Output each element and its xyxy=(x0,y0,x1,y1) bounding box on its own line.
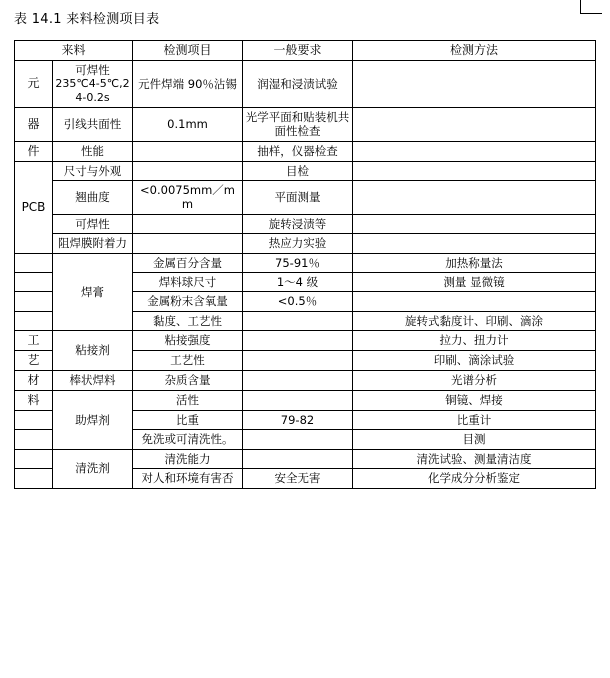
cell-requirement: 0.1mm xyxy=(133,107,243,141)
table-row xyxy=(15,214,596,233)
cell-method: 润湿和浸渍试验 xyxy=(243,61,353,108)
group-label-process-materials-spacer xyxy=(15,292,53,311)
group-label-process-materials-char-2: 艺 xyxy=(15,351,53,371)
table-row xyxy=(15,181,596,215)
cell-method: 测量 显微镜 xyxy=(353,272,596,291)
group-label-process-materials-spacer xyxy=(15,449,53,468)
cell-item: 杂质含量 xyxy=(133,371,243,391)
table-row xyxy=(15,234,596,253)
cell-requirement xyxy=(133,161,243,180)
group-label-process-materials-spacer xyxy=(15,272,53,291)
table-row xyxy=(15,141,596,161)
table-header-row xyxy=(15,41,596,61)
table-row xyxy=(15,371,596,391)
cell-requirement: 元件焊端 90％沾锡 xyxy=(133,61,243,108)
cell-requirement xyxy=(133,234,243,253)
cell-method: 拉力、扭力计 xyxy=(353,331,596,351)
cell-spacer xyxy=(353,141,596,161)
cell-method: 铜镜、焊接 xyxy=(353,391,596,411)
cell-spacer xyxy=(353,107,596,141)
cell-method: 光谱分析 xyxy=(353,371,596,391)
group-label-process-materials-spacer xyxy=(15,430,53,449)
cell-item: 尺寸与外观 xyxy=(53,161,133,180)
table-row xyxy=(15,161,596,180)
cell-item: 免洗或可清洗性。 xyxy=(133,430,243,449)
cell-method: 旋转式黏度计、印刷、滴涂 xyxy=(353,311,596,330)
group-label-pcb: PCB xyxy=(15,161,53,253)
cell-spacer xyxy=(353,234,596,253)
cell-item: 性能 xyxy=(53,141,133,161)
cell-requirement: <0.0075mm／mm xyxy=(133,181,243,215)
column-header-category: 来料 xyxy=(15,41,133,61)
cell-requirement xyxy=(243,331,353,351)
cell-requirement: 75-91％ xyxy=(243,253,353,272)
cell-item: 金属粉末含氧量 xyxy=(133,292,243,311)
cell-item: 黏度、工艺性 xyxy=(133,311,243,330)
cell-spacer xyxy=(353,214,596,233)
cell-requirement: 安全无害 xyxy=(243,469,353,488)
cell-item: 工艺性 xyxy=(133,351,243,371)
subgroup-label-solder-paste: 焊膏 xyxy=(53,253,133,331)
cell-method: 旋转浸渍等 xyxy=(243,214,353,233)
cell-item-line2: 235℃4-5℃,24-0.2s xyxy=(55,77,130,105)
cell-method: 加热称量法 xyxy=(353,253,596,272)
cell-method xyxy=(353,292,596,311)
cell-requirement xyxy=(243,371,353,391)
subgroup-label-cleaner: 清洗剂 xyxy=(53,449,133,488)
table-row xyxy=(15,331,596,351)
cell-requirement: 1～4 级 xyxy=(243,272,353,291)
cell-item-line1: 可焊性 xyxy=(75,63,110,77)
cell-requirement xyxy=(133,214,243,233)
cell-method: 比重计 xyxy=(353,411,596,430)
cell-method: 目测 xyxy=(353,430,596,449)
cell-method: 印刷、滴涂试验 xyxy=(353,351,596,371)
cell-item: 引线共面性 xyxy=(53,107,133,141)
cell-item: 翘曲度 xyxy=(53,181,133,215)
cell-method: 化学成分分析鉴定 xyxy=(353,469,596,488)
cell-item: 焊料球尺寸 xyxy=(133,272,243,291)
cell-item: 可焊性 xyxy=(53,214,133,233)
subgroup-label-solder-bar: 棒状焊料 xyxy=(53,371,133,391)
cell-method: 热应力实验 xyxy=(243,234,353,253)
group-label-components-char-2: 器 xyxy=(15,107,53,141)
group-label-components-char-1: 元 xyxy=(15,61,53,108)
table-row xyxy=(15,107,596,141)
cell-item: 活性 xyxy=(133,391,243,411)
cell-requirement xyxy=(243,311,353,330)
table-row xyxy=(15,391,596,411)
inspection-items-table xyxy=(14,40,596,489)
cell-requirement xyxy=(133,141,243,161)
cell-item: 金属百分含量 xyxy=(133,253,243,272)
column-header-method: 检测方法 xyxy=(353,41,596,61)
cell-item: 清洗能力 xyxy=(133,449,243,468)
group-label-components-char-3: 件 xyxy=(15,141,53,161)
cell-spacer xyxy=(353,61,596,108)
group-label-process-materials-char-3: 材 xyxy=(15,371,53,391)
cell-requirement: <0.5％ xyxy=(243,292,353,311)
cell-method: 目检 xyxy=(243,161,353,180)
cell-requirement xyxy=(243,430,353,449)
group-label-process-materials-spacer xyxy=(15,469,53,488)
cell-requirement xyxy=(243,351,353,371)
table-row xyxy=(15,61,596,108)
group-label-process-materials-char-4: 料 xyxy=(15,391,53,411)
table-row xyxy=(15,253,596,272)
cell-method: 光学平面和贴装机共面性检查 xyxy=(243,107,353,141)
cell-item: 粘接强度 xyxy=(133,331,243,351)
cell-item: 比重 xyxy=(133,411,243,430)
cell-requirement xyxy=(243,449,353,468)
cell-requirement xyxy=(243,391,353,411)
page-corner-mark xyxy=(580,0,602,14)
cell-spacer xyxy=(353,181,596,215)
group-label-process-materials-spacer xyxy=(15,411,53,430)
cell-item xyxy=(53,61,133,108)
subgroup-label-flux: 助焊剂 xyxy=(53,391,133,450)
column-header-item: 检测项目 xyxy=(133,41,243,61)
table-caption: 表 14.1 来料检测项目表 xyxy=(14,12,160,27)
group-label-process-materials-char-1: 工 xyxy=(15,331,53,351)
cell-method: 清洗试验、测量清洁度 xyxy=(353,449,596,468)
cell-method: 平面测量 xyxy=(243,181,353,215)
cell-requirement: 79-82 xyxy=(243,411,353,430)
table-row xyxy=(15,449,596,468)
group-label-process-materials-spacer xyxy=(15,311,53,330)
cell-spacer xyxy=(353,161,596,180)
group-label-process-materials-spacer xyxy=(15,253,53,272)
column-header-requirement: 一般要求 xyxy=(243,41,353,61)
subgroup-label-adhesive: 粘接剂 xyxy=(53,331,133,371)
cell-item: 对人和环境有害否 xyxy=(133,469,243,488)
cell-method: 抽样，仪器检查 xyxy=(243,141,353,161)
cell-item: 阻焊膜附着力 xyxy=(53,234,133,253)
